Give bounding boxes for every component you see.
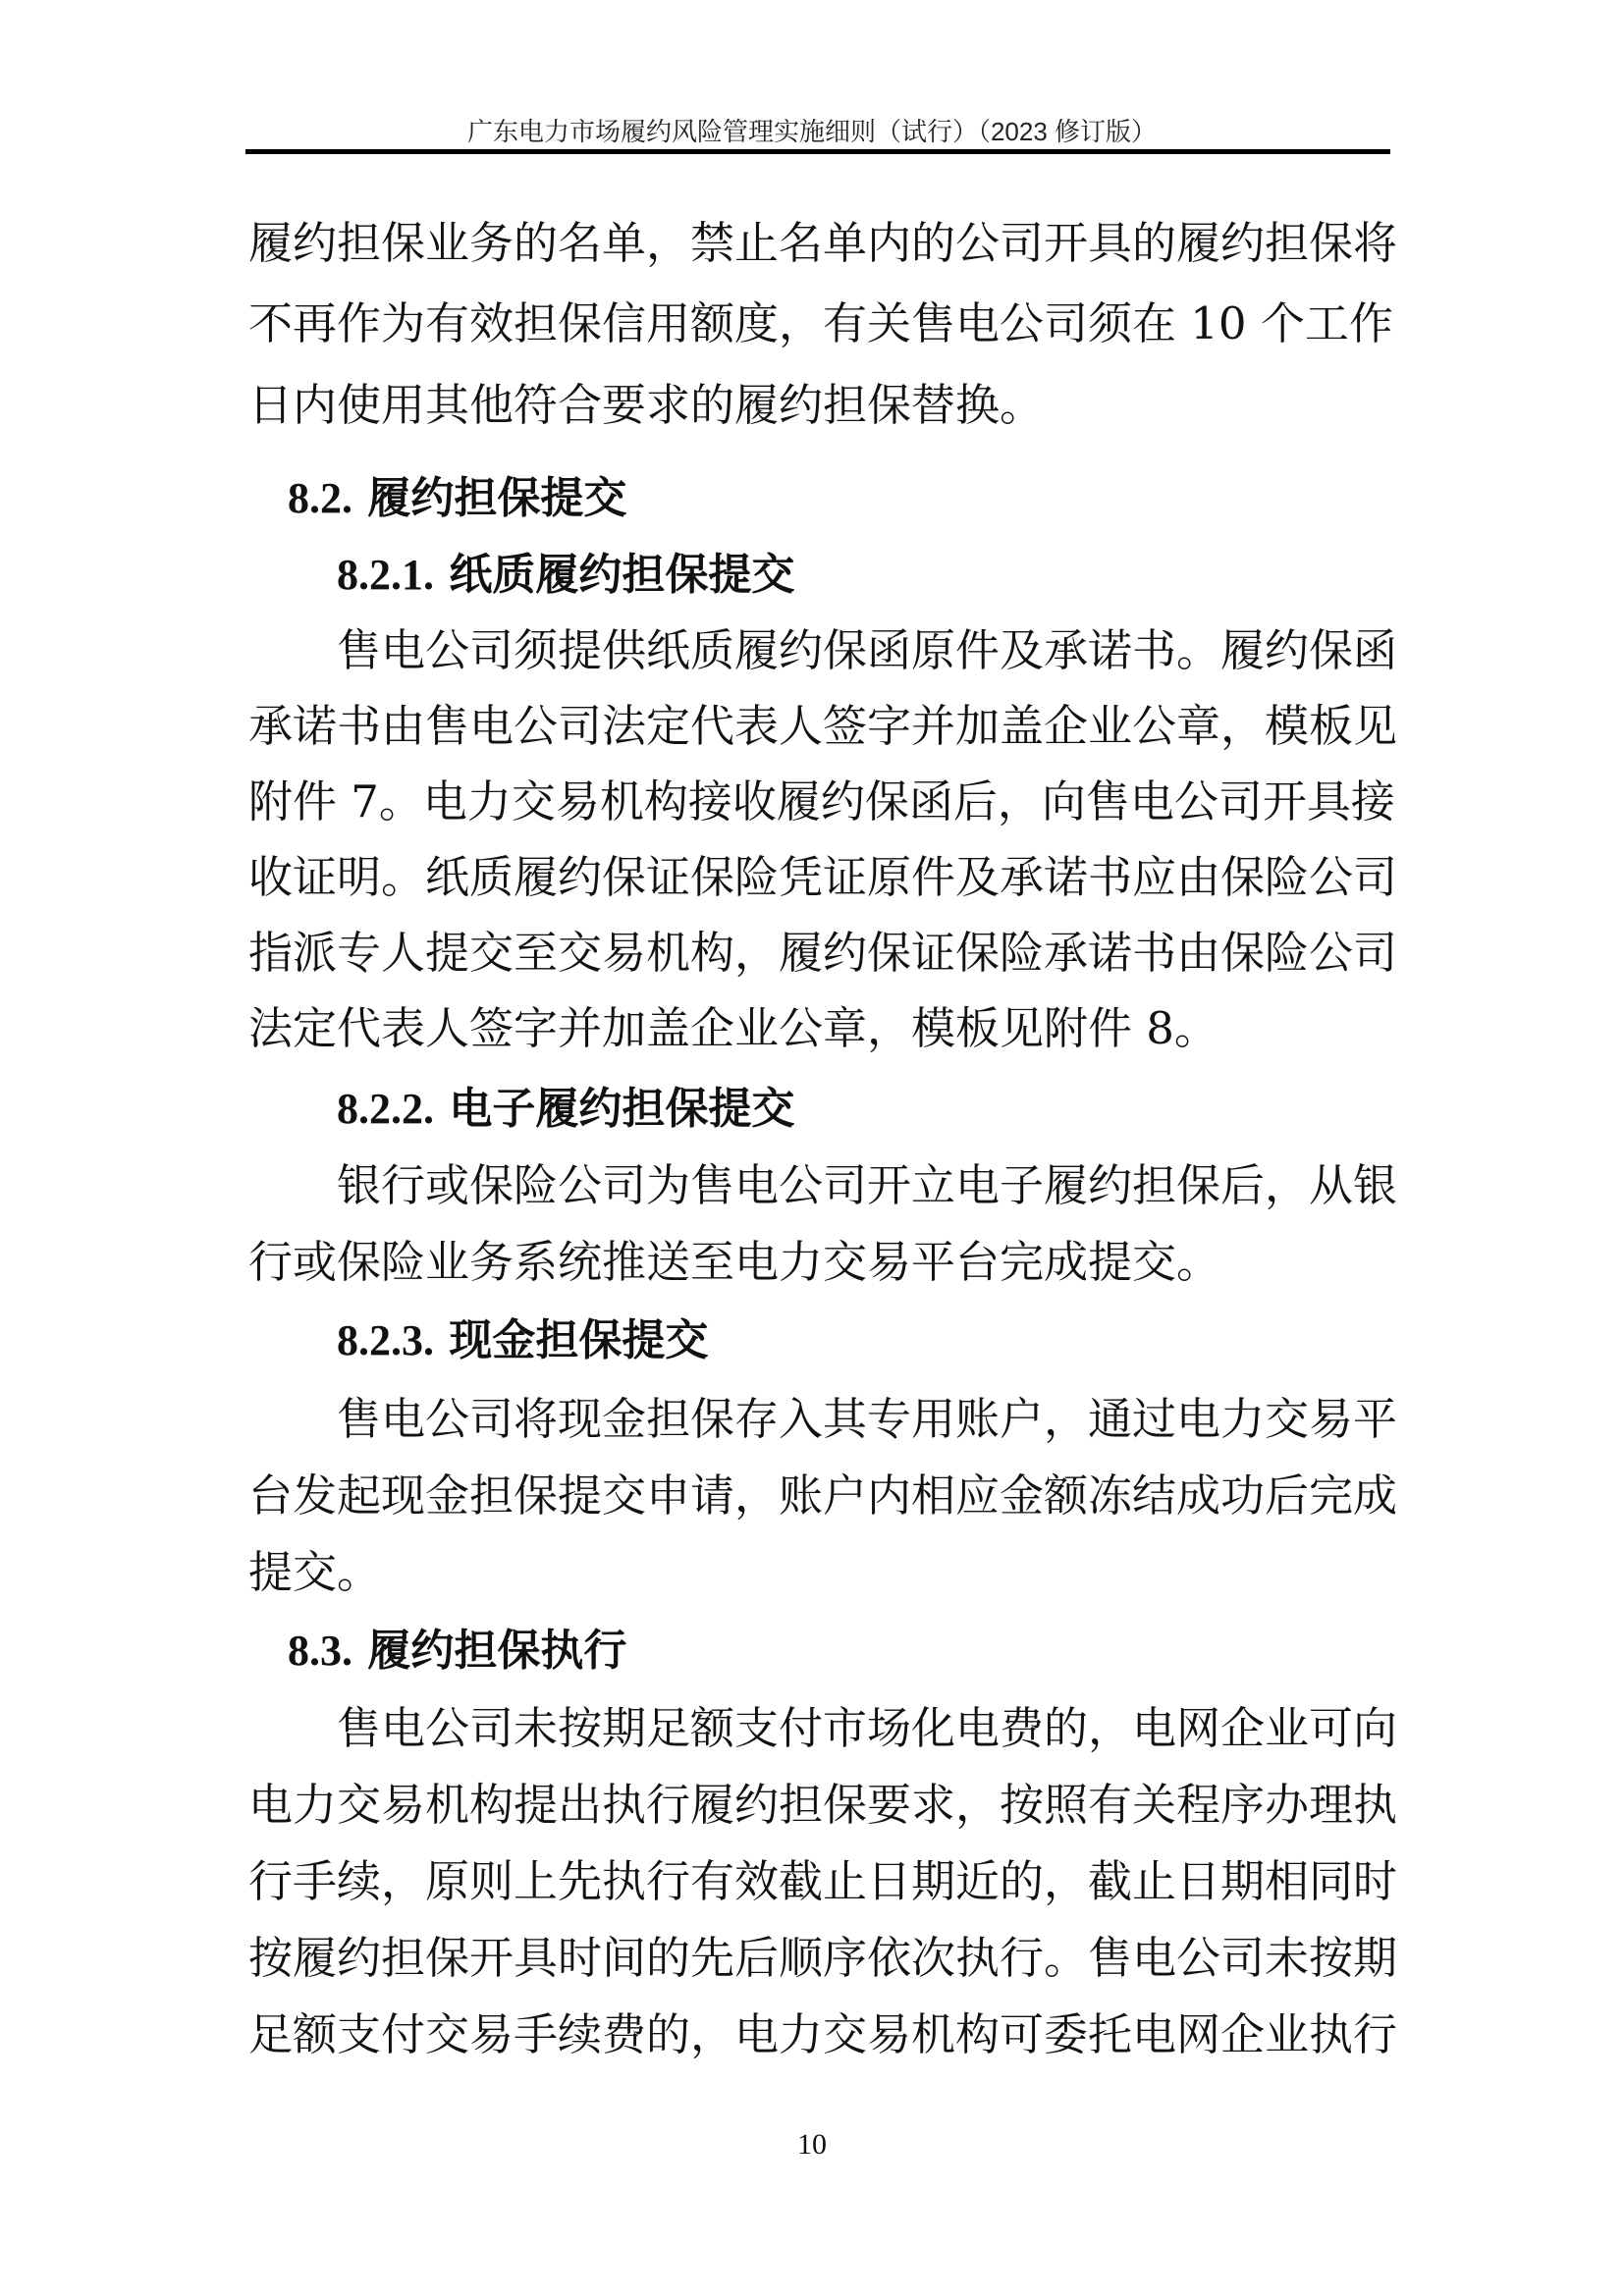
- paragraph-line: 收证明。纸质履约保证保险凭证原件及承诺书应由保险公司: [248, 851, 1398, 903]
- section-number: 8.3.: [288, 1627, 352, 1675]
- paragraph-line: 履约担保业务的名单，禁止名单内的公司开具的履约担保将: [248, 217, 1398, 269]
- section-number: 8.2.2.: [337, 1085, 434, 1133]
- paragraph-line: 承诺书由售电公司法定代表人签字并加盖企业公章，模板见: [248, 700, 1398, 752]
- paragraph-line: 行或保险业务系统推送至电力交易平台完成提交。: [248, 1236, 1221, 1288]
- paragraph-line: 附件 7。电力交易机构接收履约保函后，向售电公司开具接: [248, 775, 1395, 828]
- section-title: 履约担保提交: [367, 473, 627, 523]
- header-divider: [245, 149, 1390, 154]
- paragraph-line: 指派专人提交至交易机构，履约保证保险承诺书由保险公司: [248, 927, 1398, 979]
- paragraph-line: 行手续，原则上先执行有效截止日期近的，截止日期相同时: [248, 1855, 1398, 1907]
- paragraph-line: 按履约担保开具时间的先后顺序依次执行。售电公司未按期: [248, 1932, 1398, 1984]
- paragraph-line: 电力交易机构提出执行履约担保要求，按照有关程序办理执: [248, 1779, 1398, 1831]
- section-title: 电子履约担保提交: [449, 1084, 795, 1134]
- section-heading-8-2-1: [337, 546, 794, 605]
- section-number: 8.2.3.: [337, 1316, 434, 1364]
- section-number: 8.2.1.: [337, 551, 434, 599]
- paragraph-line: 日内使用其他符合要求的履约担保替换。: [248, 379, 1045, 431]
- section-title: 履约担保执行: [367, 1626, 627, 1676]
- paragraph-line: 法定代表人签字并加盖企业公章，模板见附件 8。: [248, 1002, 1218, 1054]
- page-number: 10: [797, 2128, 827, 2161]
- paragraph-line: 售电公司须提供纸质履约保函原件及承诺书。履约保函: [337, 624, 1398, 676]
- section-heading-8-2-2: [337, 1080, 794, 1139]
- paragraph-line: 台发起现金担保提交申请，账户内相应金额冻结成功后完成: [248, 1469, 1398, 1522]
- paragraph-line: 提交。: [248, 1546, 382, 1598]
- header-title: 广东电力市场履约风险管理实施细则（试行）（2023 修订版）: [466, 117, 1158, 146]
- section-heading-8-3: [288, 1622, 626, 1681]
- paragraph-line: 售电公司未按期足额支付市场化电费的，电网企业可向: [337, 1702, 1398, 1754]
- section-title: 纸质履约担保提交: [449, 550, 795, 600]
- paragraph-line: 不再作为有效担保信用额度，有关售电公司须在 10 个工作: [248, 297, 1393, 349]
- paragraph-line: 售电公司将现金担保存入其专用账户，通过电力交易平: [337, 1393, 1398, 1445]
- section-title: 现金担保提交: [449, 1315, 709, 1365]
- section-heading-8-2: [288, 469, 626, 528]
- section-number: 8.2.: [288, 474, 352, 522]
- paragraph-line: 银行或保险公司为售电公司开立电子履约担保后，从银: [337, 1159, 1398, 1211]
- section-heading-8-2-3: [337, 1311, 708, 1370]
- paragraph-line: 足额支付交易手续费的，电力交易机构可委托电网企业执行: [248, 2008, 1398, 2060]
